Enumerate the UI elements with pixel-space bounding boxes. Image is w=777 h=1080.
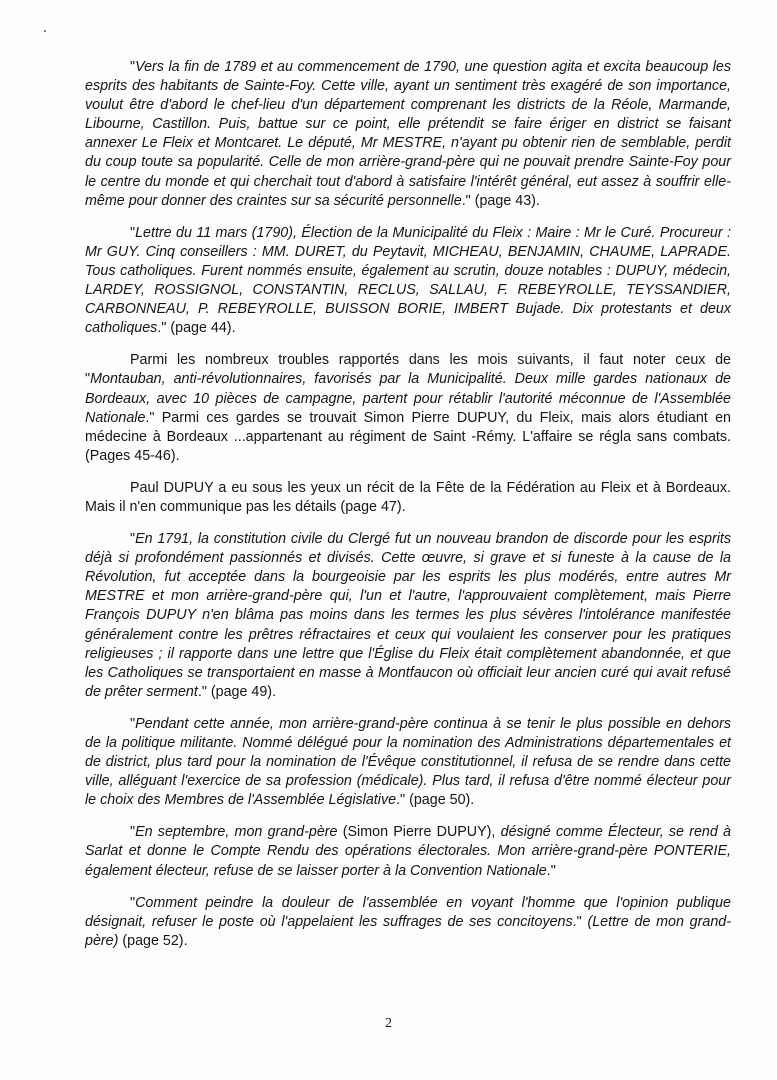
text-run: ." (page 49). [197,683,277,700]
text-run: ." (page 44). [157,320,236,337]
quoted-text: (Lettre de mon grand-père) [85,913,731,949]
quoted-text: En 1791, la constitution civile du Clergé fut un nouveau brandon de discorde pour les esprits déjà si profondément passionnés et divisés. Cette œuvre, si grave et si funeste à la cause de la Révolution, fut acceptée dans la bourgeoisie par les esprits les plus modérés, entre autres Mr MESTRE et mon arrière-grand-père qui, l'un et l'autre, l'approuvaient complètement, mais Pierre François DUPUY n'en blâma pas moins dans les termes les plus sévères l'intolérance manifestée généralement contre les prêtres réfractaires et ceux qui voulaient les conserver pour les pratiques religieuses ; il rapporte dans une lettre que l'Église du Fleix était complètement abandonnée, et que les Catholiques se transportaient en masse à Montfaucon où officiait leur ancien curé qui avait refusé de prêter serment [85,531,731,700]
text-run: Paul DUPUY a eu sous les yeux un récit de la Fête de la Fédération au Fleix et à Bordeaux. Mais il n'en communique pas les détails (page 47). [85,479,731,515]
quoted-text: En septembre, mon grand-père [135,824,343,841]
quoted-text: Lettre du 11 mars (1790), Élection de la Municipalité du Fleix : Maire : Mr le Curé. Procureur : Mr GUY. Cinq conseillers : MM. DURET, du Peytavit, MICHEAU, BENJAMIN, CHAUME, LAPRADE. Tous catholiques. Furent nommés ensuite, également au scrutin, douze notables : DUPUY, médecin, LARDEY, ROSSIGNOL, CONSTANTIN, RECLUS, SALLAU, F. REBEYROLLE, TEYSSANDIER, CARBONNEAU, P. REBEYROLLE, BUISSON BORIE, IMBERT Bujade. Dix protestants et deux catholiques [85,224,731,337]
text-run: ." (page 50). [396,792,475,809]
text-run: " [130,59,136,75]
document-body [85,58,731,964]
text-run: " [130,224,136,241]
text-run: " [130,894,136,911]
paragraph [85,58,731,211]
paragraph [85,715,731,810]
quoted-text: désigné comme Électeur, se rend à Sarlat et donne le Compte Rendu des opérations électorales. Mon arrière-grand-père PONTERIE, également électeur, refuse de se laisser porter à la Convention Nationale [85,824,732,879]
text-run: Parmi les nombreux troubles rapportés dans les mois suivants, il faut noter ceux de " [85,352,731,388]
text-run: " [130,715,136,732]
page-number: 2 [385,1016,392,1031]
text-run: ." [546,862,556,879]
paragraph [85,823,731,880]
text-run: ." (page 43). [461,192,540,209]
text-run: (page 52). [118,932,188,949]
quoted-text: Pendant cette année, mon arrière-grand-père continua à se tenir le plus possible en dehors de la politique militante. Nommé délégué pour la nomination des Administrations départementales et de district, plus tard pour la nomination de l'Évêque constitutionnel, il refusa de se rendre dans cette ville, alléguant l'exercice de sa profession (médicale). Plus tard, il refusa d'être nommé électeur pour le choix des Membres de l'Assemblée Législative [85,715,731,809]
paragraph [85,351,731,466]
text-run: " [130,531,136,548]
text-run: ." Parmi ces gardes se trouvait Simon Pierre DUPUY, du Fleix, mais alors étudiant en médecine à Bordeaux ...appartenant au régiment de Saint -Rémy. L'affaire se régla sans combats. (Pages 45-46). [85,409,731,464]
paragraph [85,530,731,702]
text-run: (Simon Pierre DUPUY), [342,824,501,841]
quoted-text: Montauban, anti-révolutionnaires, favorisés par la Municipalité. Deux mille gardes nationaux de Bordeaux, avec 10 pièces de campagne, partent pour rétablir l'autorité méconnue de l'Assemblée Nationale [85,371,731,426]
paragraph [85,479,731,517]
quoted-text: Vers la fin de 1789 et au commencement de 1790, une question agita et excita beaucoup les esprits des habitants de Sainte-Foy. Cette ville, ayant un sentiment très exagéré de son importance, voulut être d'abord le chef-lieu d'un département comprenant les districts de la Réole, Marmande, Libourne, Castillon. Puis, battue sur ce point, elle prétendit se faire ériger en district se faisant annexer Le Fleix et Montcaret. Le député, Mr MESTRE, n'ayant pu obtenir rien de semblable, perdit du coup toute sa popularité. Celle de mon arrière-grand-père qui ne pouvait prendre Sainte-Foy pour le centre du monde et qui cherchait tout d'abord à satisfaire l'intérêt général, eut assez à souffrir elle-même pour donner des craintes sur sa sécurité personnelle [85,59,731,209]
scan-speck [44,30,46,32]
quoted-text: Comment peindre la douleur de l'assemblée en voyant l'homme que l'opinion publique désignait, refuser le poste où l'appelaient les suffrages de ses concitoyens [85,894,731,930]
paragraph [85,894,731,951]
paragraph [85,224,731,339]
text-run: " [130,824,136,841]
text-run: ." [572,913,588,930]
